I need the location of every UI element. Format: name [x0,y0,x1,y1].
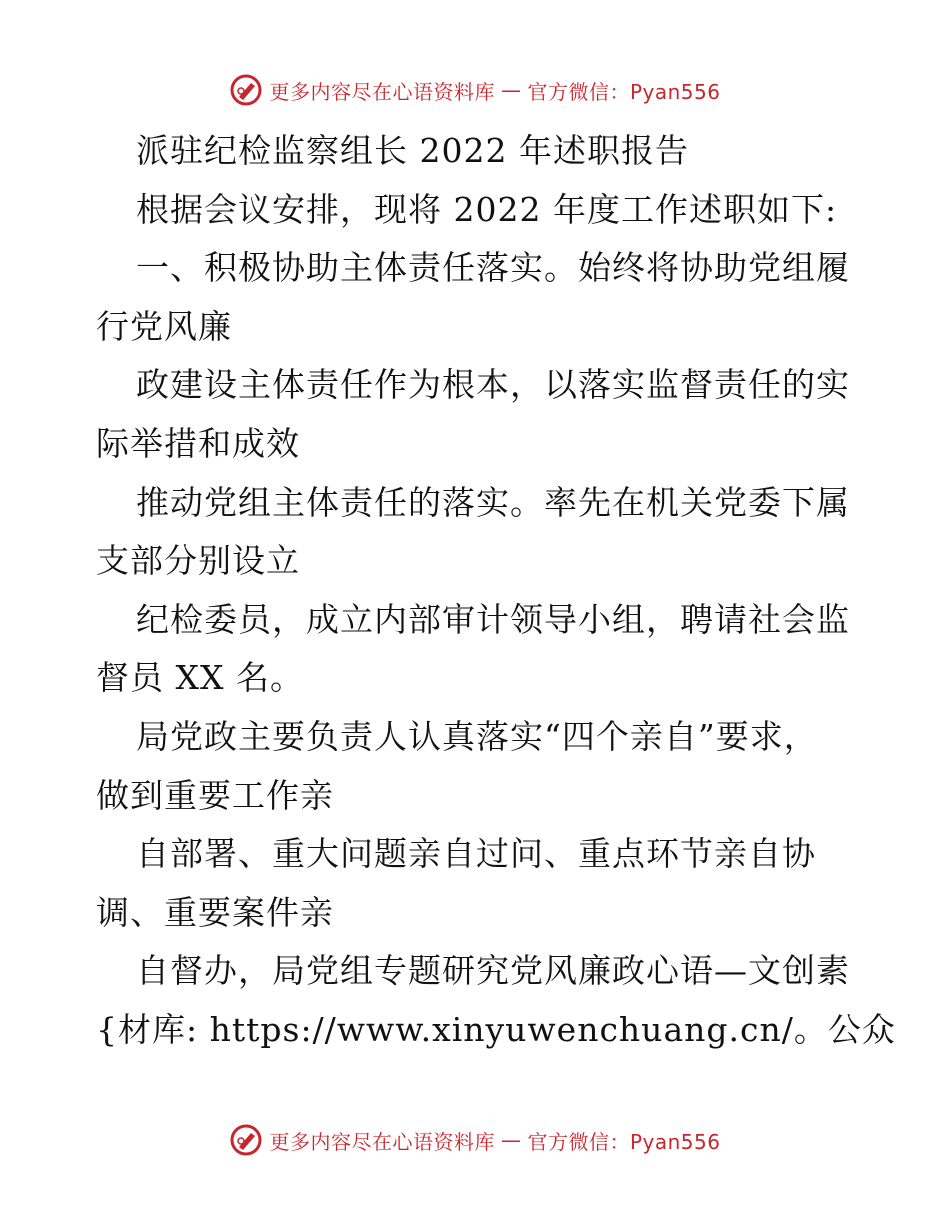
pen-logo-icon [229,1123,263,1157]
watermark-separator: — [500,1128,522,1152]
text-line: 局党政主要负责人认真落实“四个亲自”要求， [136,716,818,756]
text-line: 政建设主体责任作为根本，以落实监督责任的实 [136,365,850,405]
watermark-contact: 官方微信：Pyan556 [527,79,721,104]
text-line: 调、重要案件亲 [96,892,334,932]
text-line: 督员 XX 名。 [96,658,304,698]
text-line: 推动党组主体责任的落实。率先在机关党委下属 [136,482,850,522]
text-line: 际举措和成效 [96,423,300,463]
watermark-brand: 更多内容尽在心语资料库 [269,1129,495,1154]
watermark-contact: 官方微信：Pyan556 [527,1129,721,1154]
text-line: {材库: https://www.xinyuwenchuang.cn/。公众 [96,1009,896,1049]
watermark-brand: 更多内容尽在心语资料库 [269,79,495,104]
pen-logo-icon [229,73,263,107]
footer-watermark [0,1120,950,1160]
text-line: 行党风廉 [96,306,232,346]
document-body [96,122,896,1060]
header-watermark [0,70,950,110]
text-line: 根据会议安排，现将 2022 年度工作述职如下: [136,189,838,229]
text-line: 一、积极协助主体责任落实。始终将协助党组履 [136,248,850,288]
text-line: 纪检委员，成立内部审计领导小组，聘请社会监 [136,599,850,639]
text-line: 做到重要工作亲 [96,775,334,815]
text-line: 支部分别设立 [96,541,300,581]
text-line: 派驻纪检监察组长 2022 年述职报告 [136,131,689,170]
text-line: 自督办，局党组专题研究党风廉政心语—文创素 [136,951,850,991]
text-line: 自部署、重大问题亲自过问、重点环节亲自协 [136,834,816,874]
watermark-separator: — [500,78,522,102]
